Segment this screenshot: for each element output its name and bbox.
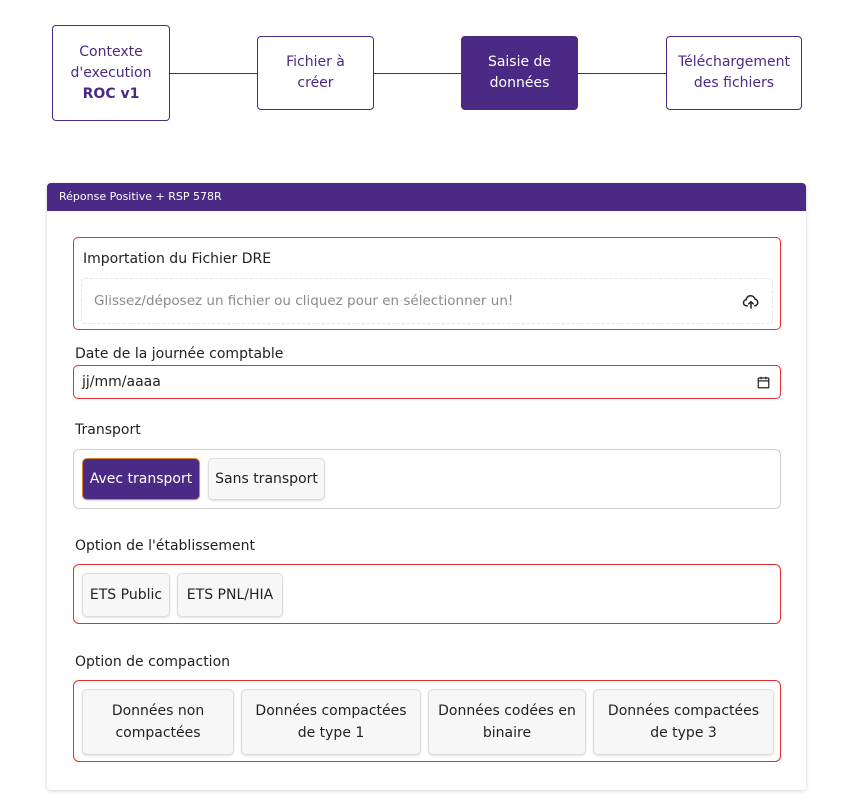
compaction-option-binaire[interactable]: [428, 689, 586, 755]
file-upload-field: [73, 237, 781, 330]
card-header: Réponse Positive + RSP 578R: [47, 183, 806, 211]
step-label: Téléchargement: [677, 54, 791, 70]
date-input[interactable]: [73, 365, 781, 399]
date-placeholder: jj/mm/aaaa: [82, 374, 161, 390]
step-connector: [170, 73, 258, 74]
step-connector: [374, 73, 462, 74]
step-label: d'execution: [70, 64, 152, 81]
step-fichier-a-creer[interactable]: [257, 36, 374, 110]
option-line: de type 3: [650, 725, 717, 741]
step-label: des fichiers: [693, 75, 775, 91]
dropzone-placeholder: Glissez/déposez un fichier ou cliquez pour en sélectionner un!: [94, 293, 514, 309]
date-label: Date de la journée comptable: [75, 346, 284, 362]
compaction-option-non-compactees[interactable]: [82, 689, 234, 755]
option-line: Données compactées: [607, 703, 760, 719]
upload-label: Importation du Fichier DRE: [83, 251, 272, 267]
cloud-upload-icon[interactable]: [742, 293, 760, 311]
compaction-options: [73, 680, 781, 762]
step-label: créer: [297, 75, 334, 91]
etablissement-label: Option de l'établissement: [75, 538, 256, 554]
calendar-icon[interactable]: [757, 376, 770, 389]
step-label: Contexte: [79, 43, 143, 60]
transport-option-avec[interactable]: Avec transport: [82, 458, 200, 500]
step-connector: [578, 73, 667, 74]
step-saisie-de-donnees[interactable]: [461, 36, 578, 110]
etablissement-options: [73, 564, 781, 624]
option-line: de type 1: [297, 725, 365, 741]
compaction-option-type-3[interactable]: [593, 689, 774, 755]
transport-label: Transport: [75, 422, 141, 438]
transport-options: [73, 449, 781, 509]
progress-stepper: [0, 0, 853, 140]
etablissement-option-pnl-hia[interactable]: ETS PNL/HIA: [177, 573, 283, 617]
etablissement-option-public[interactable]: ETS Public: [82, 573, 170, 617]
transport-option-sans[interactable]: Sans transport: [208, 458, 325, 500]
step-label: données: [489, 75, 550, 91]
step-contexte-execution[interactable]: [52, 25, 170, 121]
option-line: Données codées en: [438, 703, 576, 719]
option-line: compactées: [115, 725, 201, 741]
step-label: Saisie de: [487, 54, 552, 70]
option-line: Données compactées: [255, 703, 407, 719]
compaction-option-type-1[interactable]: [241, 689, 421, 755]
option-line: Données non: [111, 703, 205, 719]
file-dropzone[interactable]: [81, 278, 773, 324]
option-line: binaire: [482, 725, 532, 741]
step-label: Fichier à: [286, 54, 345, 70]
step-telechargement-fichiers[interactable]: [666, 36, 802, 110]
step-version: ROC v1: [82, 85, 140, 102]
compaction-label: Option de compaction: [75, 654, 231, 670]
